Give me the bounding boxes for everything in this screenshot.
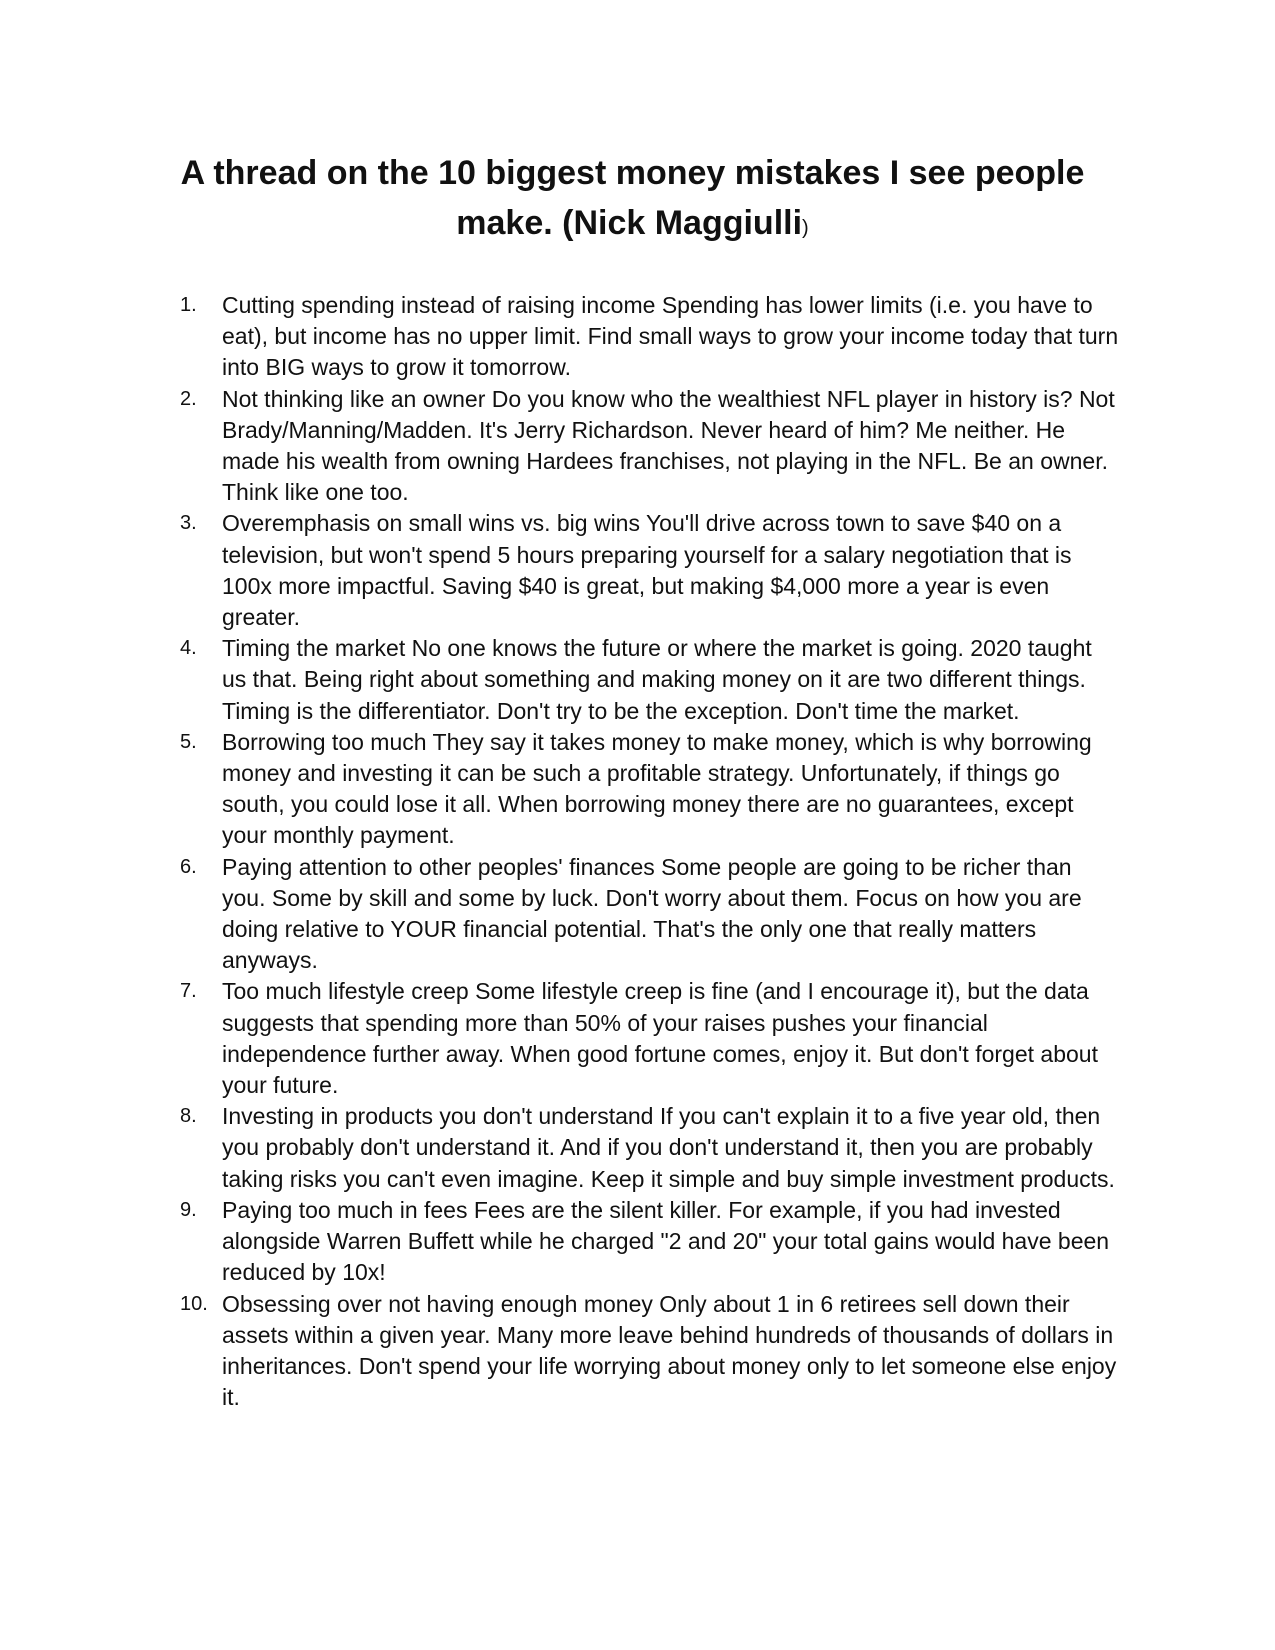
list-item-number: 6. xyxy=(180,855,197,878)
list-item-text: Obsessing over not having enough money Only about 1 in 6 retirees sell down their assets within a given year. Many more leave behind hundreds of thousands of dollars in inheritances. Don't spend your life worrying about money only to let someone else enjoy it. xyxy=(222,1290,1117,1411)
title-main: A thread on the 10 biggest money mistakes I see people make. (Nick Maggiulli xyxy=(180,154,1085,242)
list-item-text: Not thinking like an owner Do you know who the wealthiest NFL player in history is? Not Brady/Manning/Madden. It's Jerry Richardson. Never heard of him? Me neither. He made his wealth from owning Hardees franchises, not playing in the NFL. Be an owner. Think like one too. xyxy=(222,385,1115,506)
list-item xyxy=(180,384,1120,509)
list-item xyxy=(180,727,1120,852)
list-item-text: Cutting spending instead of raising income Spending has lower limits (i.e. you have to eat), but income has no upper limit. Find small ways to grow your income today that turn into BIG ways to grow it tomorrow. xyxy=(222,292,1119,381)
document-title xyxy=(160,148,1105,253)
list-item-number: 1. xyxy=(180,294,197,316)
list-item-number: 10. xyxy=(180,1292,208,1315)
list-item-text: Overemphasis on small wins vs. big wins You'll drive across town to save $40 on a television, but won't spend 5 hours preparing yourself for a salary negotiation that is 100x more impactful. Saving $40 is great, but making $4,000 more a year is even greater. xyxy=(222,510,1072,631)
list-item xyxy=(180,976,1120,1101)
list-item-text: Borrowing too much They say it takes money to make money, which is why borrowing money and investing it can be such a profitable strategy. Unfortunately, if things go south, you could lose it all. When borrowing money there are no guarantees, except your monthly payment. xyxy=(222,728,1092,849)
list-item xyxy=(180,1101,1120,1195)
list-item xyxy=(180,290,1120,384)
list-item-text: Investing in products you don't understand If you can't explain it to a five year old, then you probably don't understand it. And if you don't understand it, then you are probably taking risks you can't even imagine. Keep it simple and buy simple investment products. xyxy=(222,1103,1115,1192)
list-item xyxy=(180,1289,1120,1414)
list-item-number: 7. xyxy=(180,980,197,1003)
list-item xyxy=(180,1195,1120,1289)
list-item xyxy=(180,508,1120,633)
list-item-number: 5. xyxy=(180,730,197,753)
list-item-number: 9. xyxy=(180,1198,197,1221)
title-closing-paren: ) xyxy=(802,217,809,239)
list-item-number: 4. xyxy=(180,637,197,660)
list-item-number: 3. xyxy=(180,512,197,535)
mistakes-list xyxy=(180,290,1120,1413)
list-item-number: 2. xyxy=(180,387,197,410)
list-item-text: Paying attention to other peoples' finances Some people are going to be richer than you. Some by skill and some by luck. Don't worry about them. Focus on how you are doing relative to YOUR financial potential. That's the only one that really matters anyways. xyxy=(222,853,1082,974)
list-item-text: Too much lifestyle creep Some lifestyle creep is fine (and I encourage it), but the data suggests that spending more than 50% of your raises pushes your financial independence further away. When good fortune comes, enjoy it. But don't forget about your future. xyxy=(222,978,1098,1099)
list-item-number: 8. xyxy=(180,1105,197,1128)
list-item xyxy=(180,633,1120,727)
list-item-text: Timing the market No one knows the future or where the market is going. 2020 taught us that. Being right about something and making money on it are two different things. Timing is the differentiator. Don't try to be the exception. Don't time the market. xyxy=(222,635,1092,724)
list-item xyxy=(180,852,1120,977)
list-item-text: Paying too much in fees Fees are the silent killer. For example, if you had invested alongside Warren Buffett while he charged "2 and 20" your total gains would have been reduced by 10x! xyxy=(222,1196,1110,1286)
